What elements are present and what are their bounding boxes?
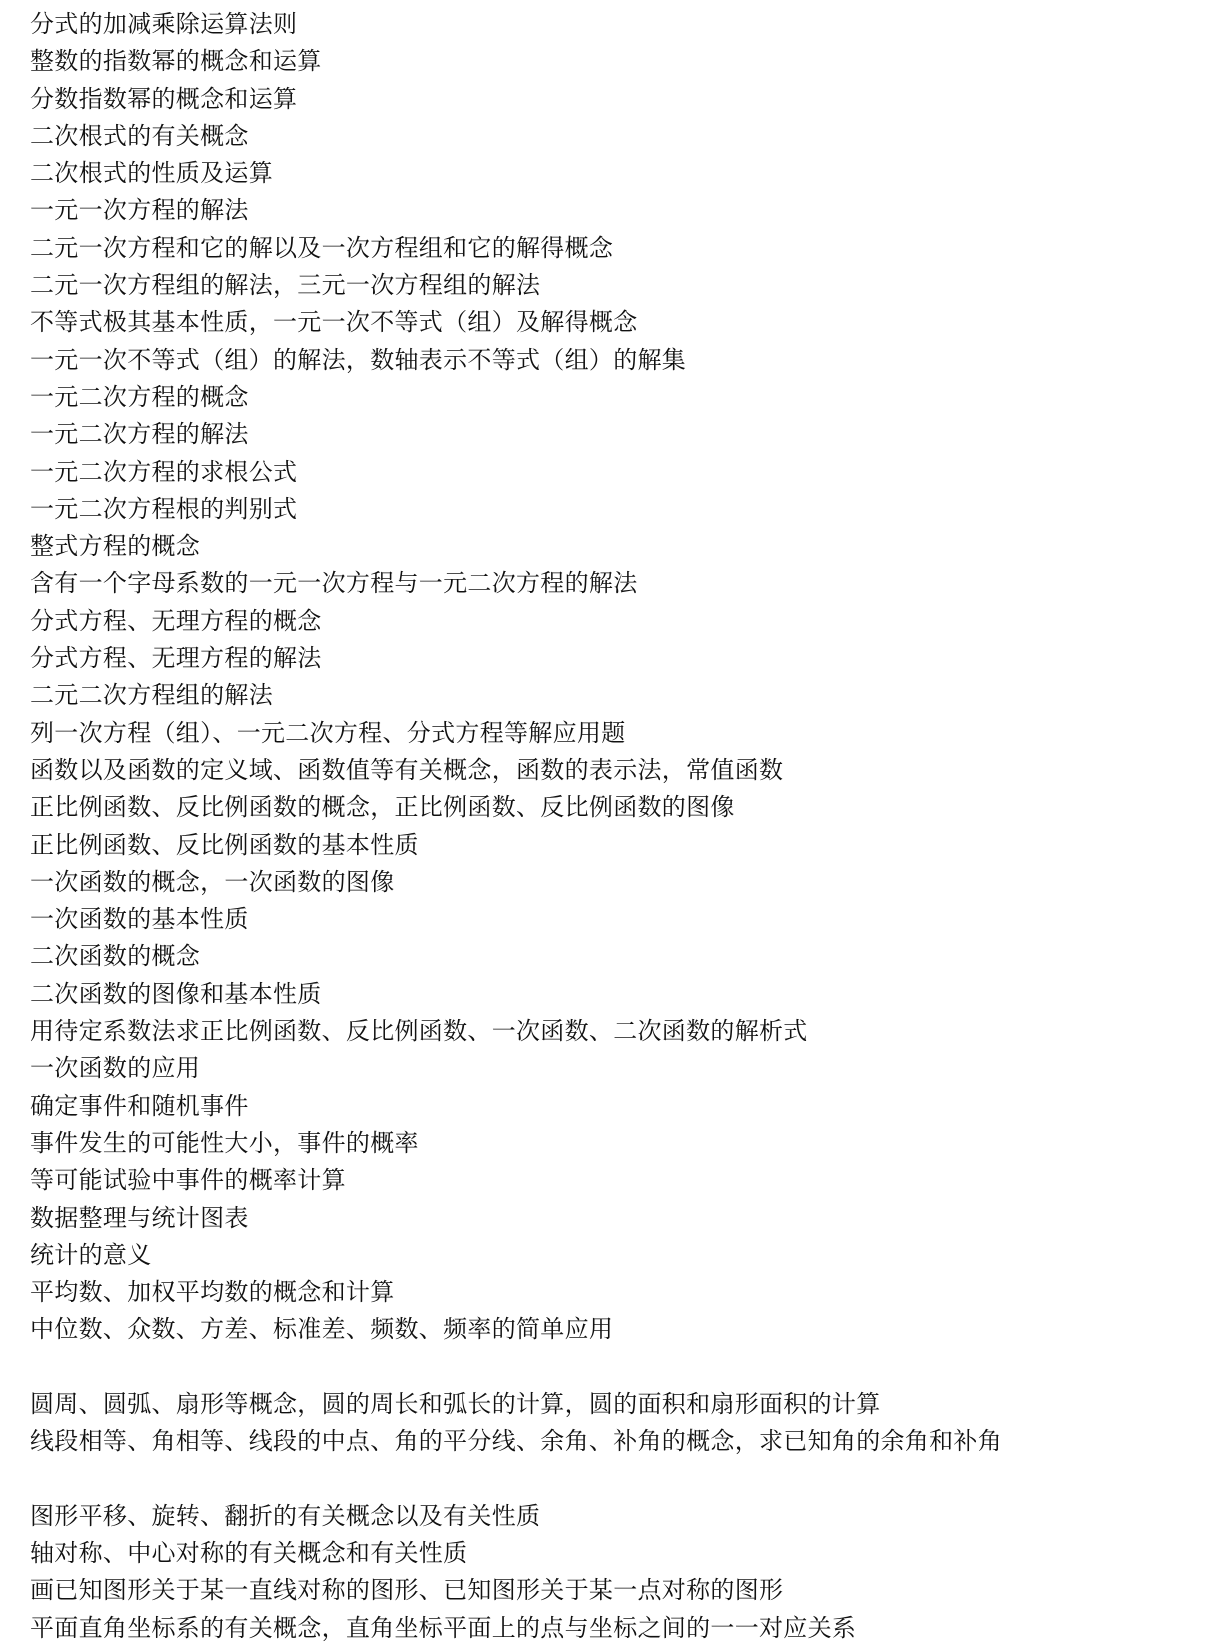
document-body <box>30 6 1210 1647</box>
text-line: 一元一次方程的解法 <box>30 196 249 225</box>
text-line: 一次函数的应用 <box>30 1054 201 1083</box>
text-line: 一元二次方程的解法 <box>30 420 249 449</box>
text-line: 统计的意义 <box>30 1240 152 1269</box>
text-line: 整数的指数幂的概念和运算 <box>30 47 322 76</box>
text-line: 平均数、加权平均数的概念和计算 <box>30 1278 395 1307</box>
text-line: 二次函数的概念 <box>30 942 201 971</box>
blank-line <box>30 1349 1210 1386</box>
text-line: 确定事件和随机事件 <box>30 1091 249 1120</box>
text-line: 含有一个字母系数的一元一次方程与一元二次方程的解法 <box>30 569 638 598</box>
text-line: 二元一次方程组的解法，三元一次方程组的解法 <box>30 271 541 300</box>
text-line: 轴对称、中心对称的有关概念和有关性质 <box>30 1539 468 1568</box>
text-line: 画已知图形关于某一直线对称的图形、已知图形关于某一点对称的图形 <box>30 1576 784 1605</box>
text-line: 二次函数的图像和基本性质 <box>30 979 322 1008</box>
blank-line <box>30 1461 1210 1498</box>
text-line: 事件发生的可能性大小，事件的概率 <box>30 1128 419 1157</box>
text-line: 函数以及函数的定义域、函数值等有关概念，函数的表示法，常值函数 <box>30 755 784 784</box>
text-line: 整式方程的概念 <box>30 532 201 561</box>
text-line: 不等式极其基本性质，一元一次不等式（组）及解得概念 <box>30 308 638 337</box>
text-line: 等可能试验中事件的概率计算 <box>30 1166 346 1195</box>
text-line: 线段相等、角相等、线段的中点、角的平分线、余角、补角的概念，求已知角的余角和补角 <box>30 1427 1002 1456</box>
text-line: 一元二次方程的概念 <box>30 382 249 411</box>
text-line: 一元二次方程根的判别式 <box>30 494 298 523</box>
text-line: 分数指数幂的概念和运算 <box>30 84 298 113</box>
text-line: 一次函数的概念，一次函数的图像 <box>30 867 395 896</box>
text-line: 一元一次不等式（组）的解法，数轴表示不等式（组）的解集 <box>30 345 687 374</box>
text-line: 数据整理与统计图表 <box>30 1203 249 1232</box>
text-line: 一元二次方程的求根公式 <box>30 457 298 486</box>
text-line: 二次根式的有关概念 <box>30 121 249 150</box>
text-line: 分式的加减乘除运算法则 <box>30 10 298 38</box>
text-line: 二元一次方程和它的解以及一次方程组和它的解得概念 <box>30 233 614 262</box>
text-line: 正比例函数、反比例函数的概念，正比例函数、反比例函数的图像 <box>30 793 735 822</box>
text-line: 二元二次方程组的解法 <box>30 681 273 710</box>
text-line: 分式方程、无理方程的解法 <box>30 644 322 673</box>
text-line: 圆周、圆弧、扇形等概念，圆的周长和弧长的计算，圆的面积和扇形面积的计算 <box>30 1389 881 1418</box>
text-line: 中位数、众数、方差、标准差、频数、频率的简单应用 <box>30 1315 614 1344</box>
text-line: 分式方程、无理方程的概念 <box>30 606 322 635</box>
text-line: 二次根式的性质及运算 <box>30 159 273 188</box>
text-line: 用待定系数法求正比例函数、反比例函数、一次函数、二次函数的解析式 <box>30 1017 808 1046</box>
text-line: 一次函数的基本性质 <box>30 905 249 934</box>
text-line: 列一次方程（组）、一元二次方程、分式方程等解应用题 <box>30 718 626 747</box>
text-line: 正比例函数、反比例函数的基本性质 <box>30 830 419 859</box>
text-line: 平面直角坐标系的有关概念，直角坐标平面上的点与坐标之间的一一对应关系 <box>30 1613 857 1642</box>
text-line: 图形平移、旋转、翻折的有关概念以及有关性质 <box>30 1501 541 1530</box>
